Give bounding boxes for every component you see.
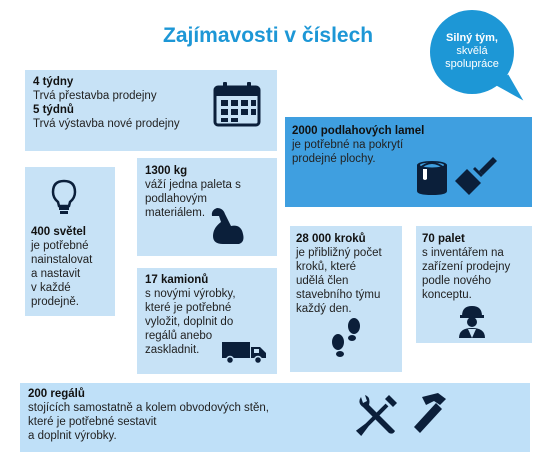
card-weeks-text-1: Trvá přestavba prodejny bbox=[33, 90, 157, 102]
card-shelves-text-2: které je potřebné sestavit bbox=[28, 416, 157, 428]
card-lights-text-3: a nastavit bbox=[31, 268, 81, 280]
hammer-icon bbox=[412, 391, 456, 437]
card-trucks bbox=[137, 268, 277, 374]
wrench-screwdriver-icon bbox=[355, 393, 399, 437]
card-weeks-heading-2: 5 týdnů bbox=[33, 104, 74, 116]
paint-bucket-icon bbox=[413, 157, 451, 197]
bubble-line-2: skvělá bbox=[456, 45, 488, 57]
card-weight-text-2: podlahovým bbox=[145, 193, 208, 205]
card-weeks-heading-1: 4 týdny bbox=[33, 76, 74, 88]
card-lights-text-5: prodejně. bbox=[31, 296, 79, 308]
card-floor-text-1: je potřebné na pokrytí bbox=[292, 139, 404, 151]
card-shelves-text-1: stojících samostatně a kolem obvodových stěn, bbox=[28, 402, 269, 414]
card-lights-text-1: je potřebné bbox=[31, 240, 89, 252]
card-floor-text-2: prodejné plochy. bbox=[292, 153, 376, 165]
card-steps-text-5: každý den. bbox=[296, 303, 352, 315]
card-weeks bbox=[25, 70, 277, 151]
card-steps-heading: 28 000 kroků bbox=[296, 233, 366, 245]
card-weight-text-1: váží jedna paleta s bbox=[145, 179, 241, 191]
page-title: Zajímavosti v číslech bbox=[163, 24, 374, 47]
card-pallets-text-4: konceptu. bbox=[422, 289, 472, 301]
card-trucks-text-1: s novými výrobky, bbox=[145, 288, 236, 300]
muscle-arm-icon bbox=[209, 206, 245, 246]
card-shelves bbox=[20, 383, 530, 452]
card-trucks-text-5: zaskladnit. bbox=[145, 344, 200, 356]
card-pallets-text-1: s inventářem na bbox=[422, 247, 504, 259]
card-trucks-text-3: vyložit, doplnit do bbox=[145, 316, 234, 328]
card-lights-text-2: nainstalovat bbox=[31, 254, 93, 266]
card-trucks-heading: 17 kamionů bbox=[145, 274, 209, 286]
card-lights-heading: 400 světel bbox=[31, 226, 86, 238]
card-steps-text-3: udělá člen bbox=[296, 275, 349, 287]
bubble-line-3: spolupráce bbox=[445, 58, 499, 70]
card-shelves-text-3: a doplnit výrobky. bbox=[28, 430, 117, 442]
card-floor-heading: 2000 podlahových lamel bbox=[292, 125, 425, 137]
card-weight-heading: 1300 kg bbox=[145, 165, 188, 177]
card-pallets-heading: 70 palet bbox=[422, 233, 465, 245]
card-pallets-text-2: zařízení prodejny bbox=[422, 261, 511, 273]
card-lights bbox=[25, 167, 115, 316]
truck-icon bbox=[221, 340, 267, 364]
card-weeks-text-2: Trvá výstavba nové prodejny bbox=[33, 118, 180, 130]
card-pallets bbox=[416, 226, 532, 343]
card-lights-text-4: v každé bbox=[31, 282, 71, 294]
card-pallets-text-3: podle nového bbox=[422, 275, 492, 287]
footprints-icon bbox=[326, 316, 366, 362]
card-trucks-text-4: regálů anebo bbox=[145, 330, 213, 342]
card-steps-text-1: je přibližný počet bbox=[296, 247, 382, 259]
paintbrush-icon bbox=[453, 153, 497, 197]
worker-icon bbox=[456, 304, 488, 338]
card-weight bbox=[137, 158, 277, 256]
card-floor bbox=[285, 117, 532, 207]
card-steps bbox=[290, 226, 402, 372]
card-weight-text-3: materiálem. bbox=[145, 207, 206, 219]
card-steps-text-2: kroků, které bbox=[296, 261, 357, 273]
speech-bubble bbox=[430, 10, 514, 94]
bubble-line-1: Silný tým, bbox=[446, 32, 498, 44]
card-steps-text-4: stavebního týmu bbox=[296, 289, 381, 301]
lightbulb-icon bbox=[50, 179, 78, 215]
card-shelves-heading: 200 regálů bbox=[28, 388, 85, 400]
card-trucks-text-2: které je potřebné bbox=[145, 302, 232, 314]
calendar-icon bbox=[213, 81, 261, 127]
